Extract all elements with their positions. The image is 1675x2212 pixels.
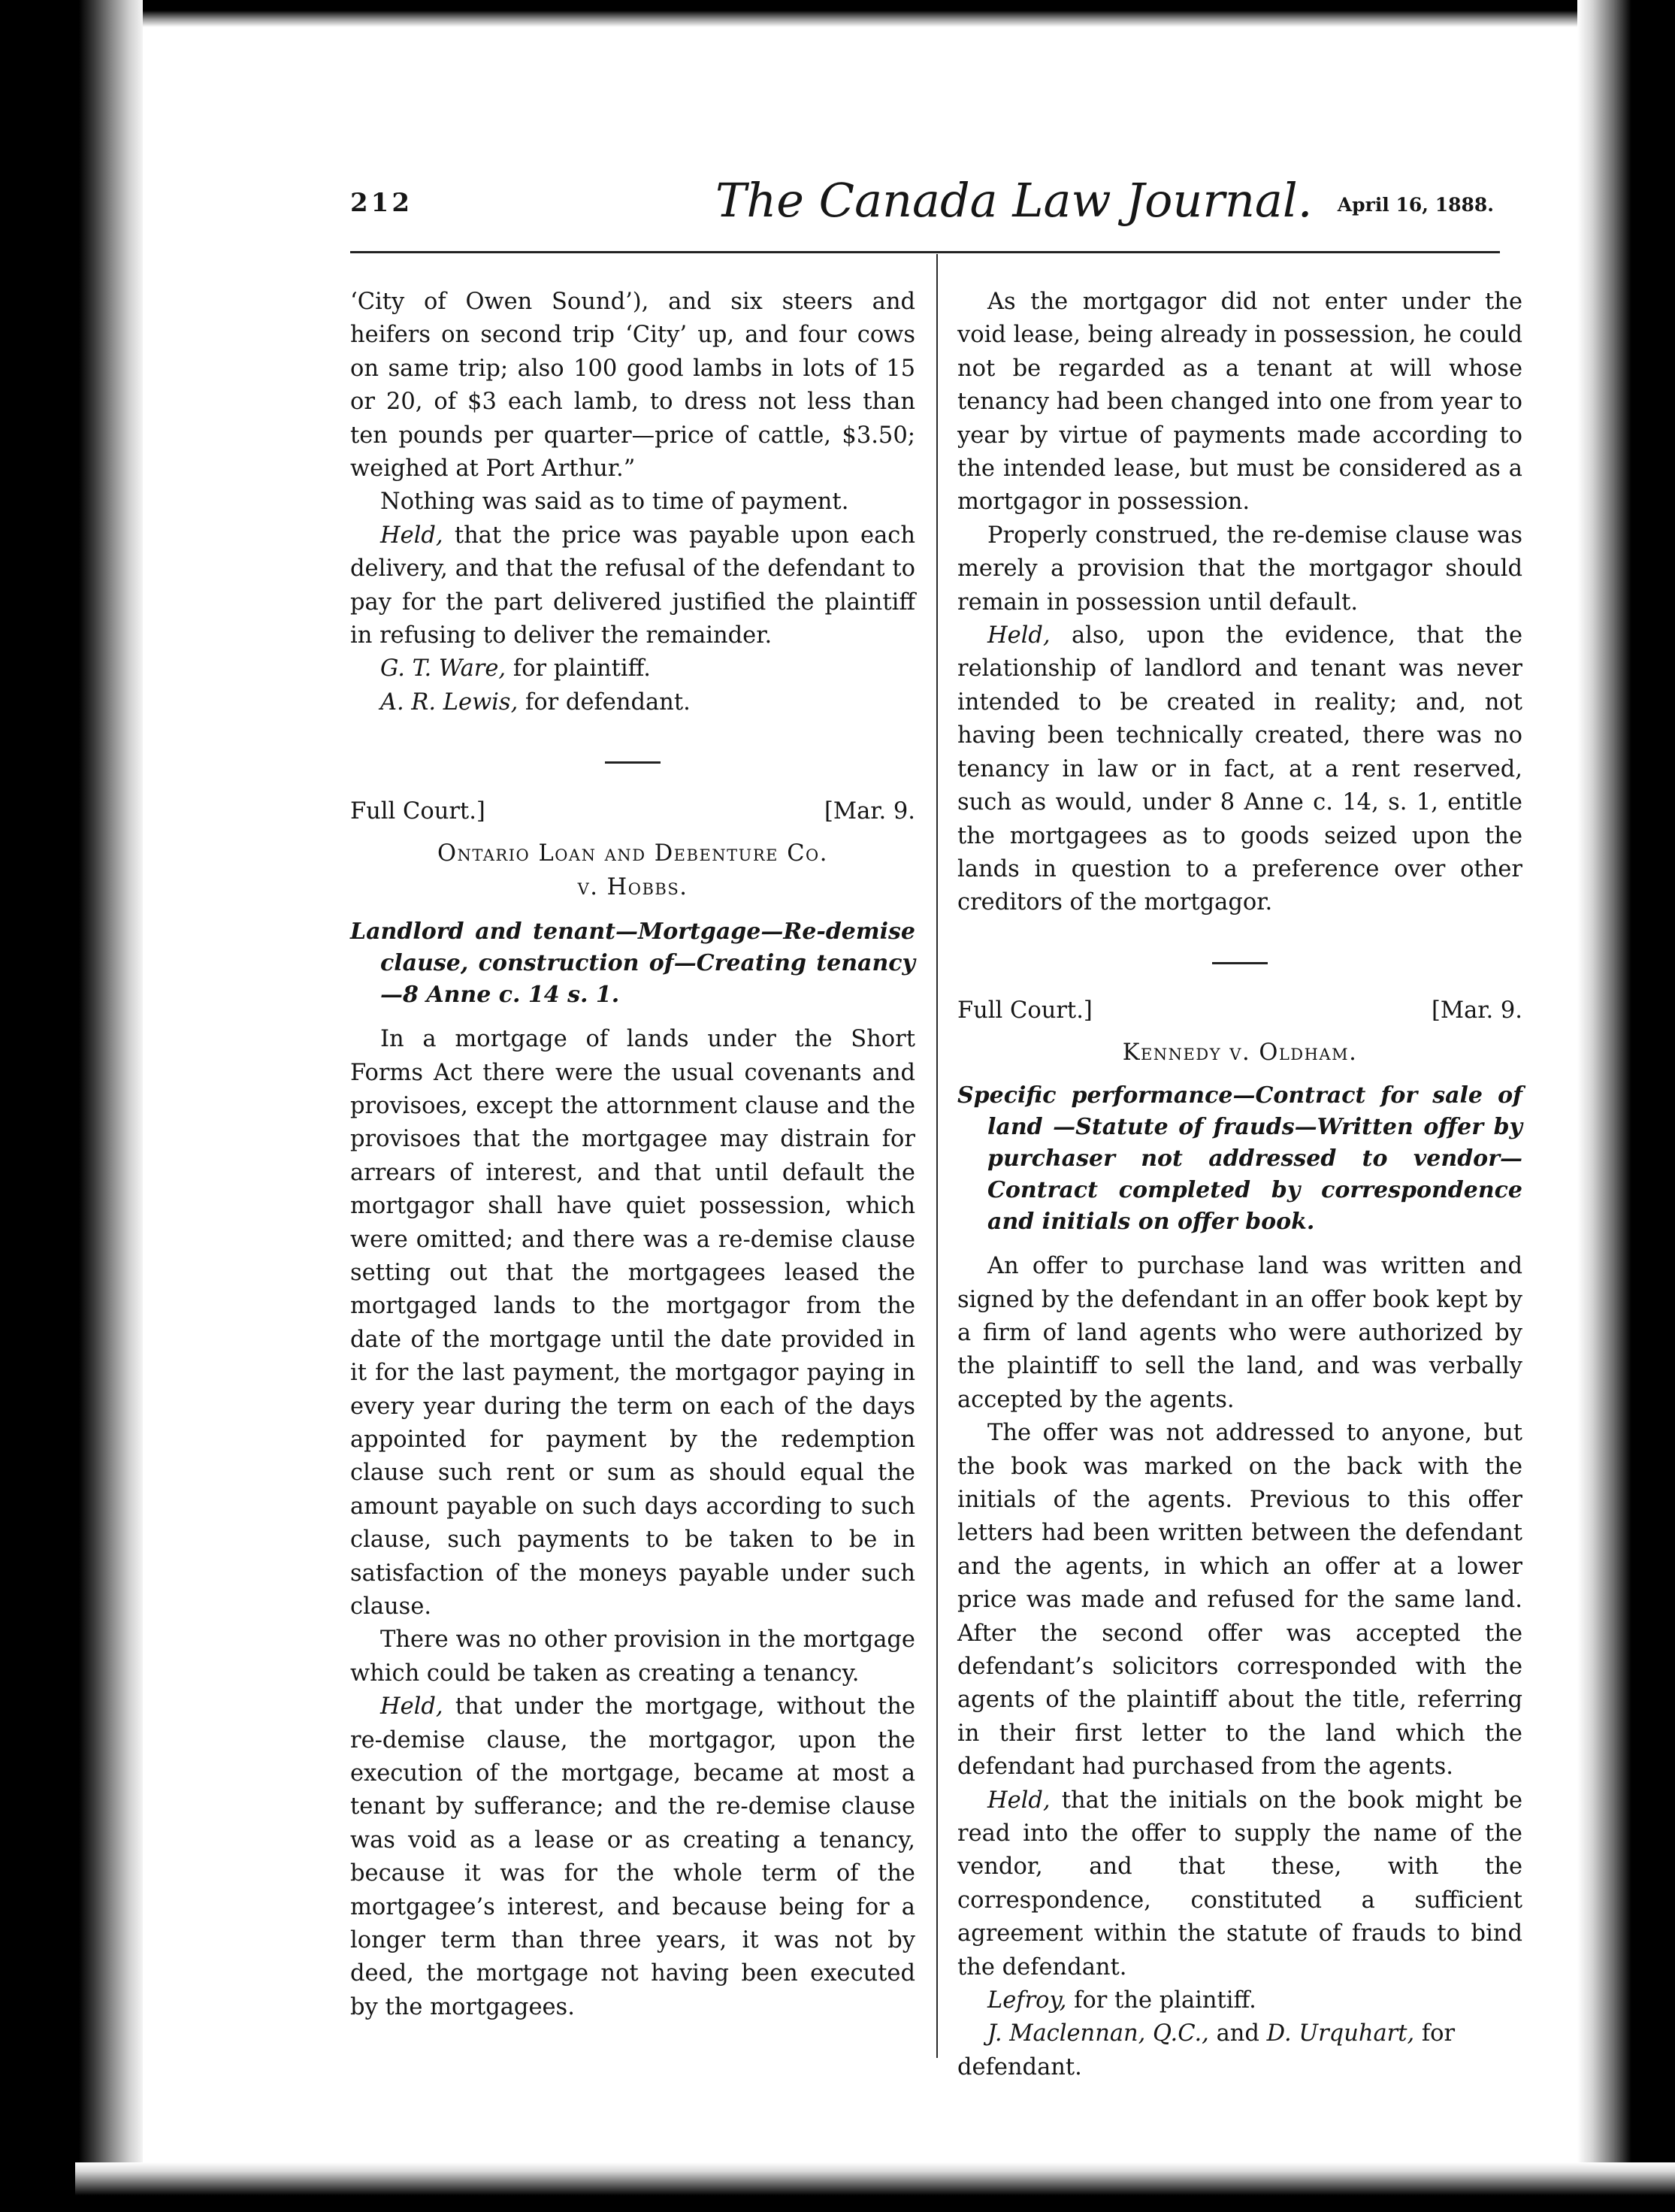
held-text: that under the mortgage, without the re-demise clause, the mortgagor, upon the execution of the mortgage, became at most a tenant by sufferance; and the re-demise clause was void as a lease or as creating a tenancy, because it was for the whole term of the mortgagee’s interest, and because being for a longer term than three years, it was not by deed, the mortgage not having been executed by the mortgagees. [350, 1693, 915, 2020]
counsel-defendant [350, 686, 915, 719]
column-separator [936, 254, 938, 2058]
counsel-defendant [957, 2017, 1522, 2084]
journal-page [350, 165, 1522, 2089]
held-text: also, upon the evidence, that the relationship of landlord and tenant was never intended to be created in reality; and, not having been technically created, there was no tenancy in law or in fact, at a rent reserved, such as would, under 8 Anne c. 14, s. 1, entitle the mortgagees as to goods seized upon the lands in question to a preference over other creditors of the mortgagor. [957, 622, 1522, 916]
scan-edge-top [143, 0, 1577, 27]
held-text: that the initials on the book might be read into the offer to supply the name of the vendor, and that these, with the correspondence, constituted a sufficient agreement within the statute of frauds to bind the defendant. [957, 1787, 1522, 1981]
counsel-name: A. R. Lewis, [380, 688, 519, 716]
case-headnote: Specific performance—Contract for sale of land —Statute of frauds—Written offer by purchaser not addressed to vendor—Contract completed by correspondence and initials on offer book. [957, 1082, 1522, 1236]
counsel-plaintiff [957, 1984, 1522, 2017]
court-name: Full Court.] [350, 798, 485, 825]
scan-edge-left [0, 0, 143, 2212]
held-label: Held, [380, 1693, 443, 1720]
counsel-name: G. T. Ware, [380, 655, 506, 682]
case-title: Ontario Loan and Debenture Co. [437, 840, 828, 867]
left-paragraph-2: Nothing was said as to time of payment. [380, 489, 849, 516]
right-paragraph-2: Properly construed, the re-demise clause was merely a provision that the mortgagor should remain in possession until default. [957, 522, 1522, 616]
right-paragraph-4: An offer to purchase land was written and signed by the defendant in an offer book kept by a firm of land agents who were authorized by the plaintiff to sell the land, and was verbally accepted by the agents. [957, 1253, 1522, 1413]
counsel-role: for plaintiff. [506, 655, 651, 682]
issue-date: April 16, 1888. [1337, 194, 1494, 216]
left-paragraph-5: There was no other provision in the mortgage which could be taken as creating a tenancy. [350, 1626, 915, 1687]
right-column [957, 286, 1522, 2084]
court-line [350, 795, 915, 828]
court-line [957, 994, 1522, 1027]
held-text: that the price was payable upon each delivery, and that the refusal of the defendant to pay for the part delivered justified the plaintiff in refusing to deliver the remainder. [350, 522, 915, 649]
counsel-name-second: D. Urquhart, [1266, 2020, 1415, 2047]
counsel-plaintiff [350, 652, 915, 685]
left-paragraph-4: In a mortgage of lands under the Short Forms Act there were the usual covenants and provisoes, except the attornment clause and the provisoes that the mortgagee may distrain for arrears of interest, and that until default the mortgagor shall have quiet possession, which were omitted; and there was a re-demise clause setting out that the mortgagees leased the mortgaged lands to the mortgagor from the date of the mortgage until the date provided in it for the last payment, the mortgagor paying in every year during the term on each of the days appointed for payment by the redemption clause such rent or sum as should equal the amount payable on such days according to such clause, such payments to be taken to be in satisfaction of the moneys payable under such clause. [350, 1026, 915, 1620]
left-column [350, 286, 915, 2024]
header-rule [350, 251, 1500, 253]
court-date: [Mar. 9. [1431, 997, 1522, 1024]
held-label: Held, [380, 522, 443, 549]
counsel-role: for the plaintiff. [1066, 1987, 1256, 2014]
counsel-name: Lefroy, [987, 1987, 1067, 2014]
left-paragraph-1: ‘City of Owen Sound’), and six steers and heifers on second trip ‘City’ up, and four cows on same trip; also 100 good lambs in lots of 15 or 20, of $3 each lamb, to dress not less than ten pounds per quarter—price of cattle, $3.50; weighed at Port Arthur.” [350, 289, 915, 483]
running-header [350, 165, 1500, 233]
scan-edge-bottom [75, 2162, 1675, 2212]
court-date: [Mar. 9. [824, 798, 915, 825]
case-title-parties: v. Hobbs. [577, 873, 688, 900]
held-label: Held, [987, 622, 1051, 649]
case-headnote: Landlord and tenant—Mortgage—Re-demise clause, construction of—Creating tenancy—8 Anne c. 14 s. 1. [350, 918, 915, 1009]
journal-title: The Canada Law Journal. [715, 173, 1313, 228]
scan-edge-right [1577, 0, 1675, 2212]
left-paragraph-6 [350, 1690, 915, 2024]
page-number: 212 [350, 188, 413, 218]
counsel-name: J. Maclennan, Q.C., [987, 2020, 1209, 2047]
counsel-conjunction: and [1208, 2020, 1267, 2047]
right-paragraph-1: As the mortgagor did not enter under the void lease, being already in possession, he could not be regarded as a tenant at will whose tenancy had been changed into one from year to year by virtue of payments made according to the intended lease, but must be considered as a mortgagor in possession. [957, 289, 1522, 516]
right-paragraph-3 [957, 619, 1522, 920]
court-name: Full Court.] [957, 997, 1093, 1024]
counsel-role: for defendant. [957, 2020, 1456, 2080]
case-title: Kennedy v. Oldham. [1122, 1039, 1358, 1066]
right-paragraph-6 [957, 1784, 1522, 1984]
right-paragraph-5: The offer was not addressed to anyone, but the book was marked on the back with the initials of the agents. Previous to this offer letters had been written between the defendant and the agents, in which an offer at a lower price was made and refused for the same land. After the second offer was accepted the defendant’s solicitors corresponded with the agents of the plaintiff about the title, referring in their first letter to the land which the defendant had purchased from the agents. [957, 1420, 1522, 1781]
left-paragraph-3 [350, 519, 915, 653]
held-label: Held, [987, 1787, 1051, 1814]
counsel-role: for defendant. [518, 688, 691, 716]
